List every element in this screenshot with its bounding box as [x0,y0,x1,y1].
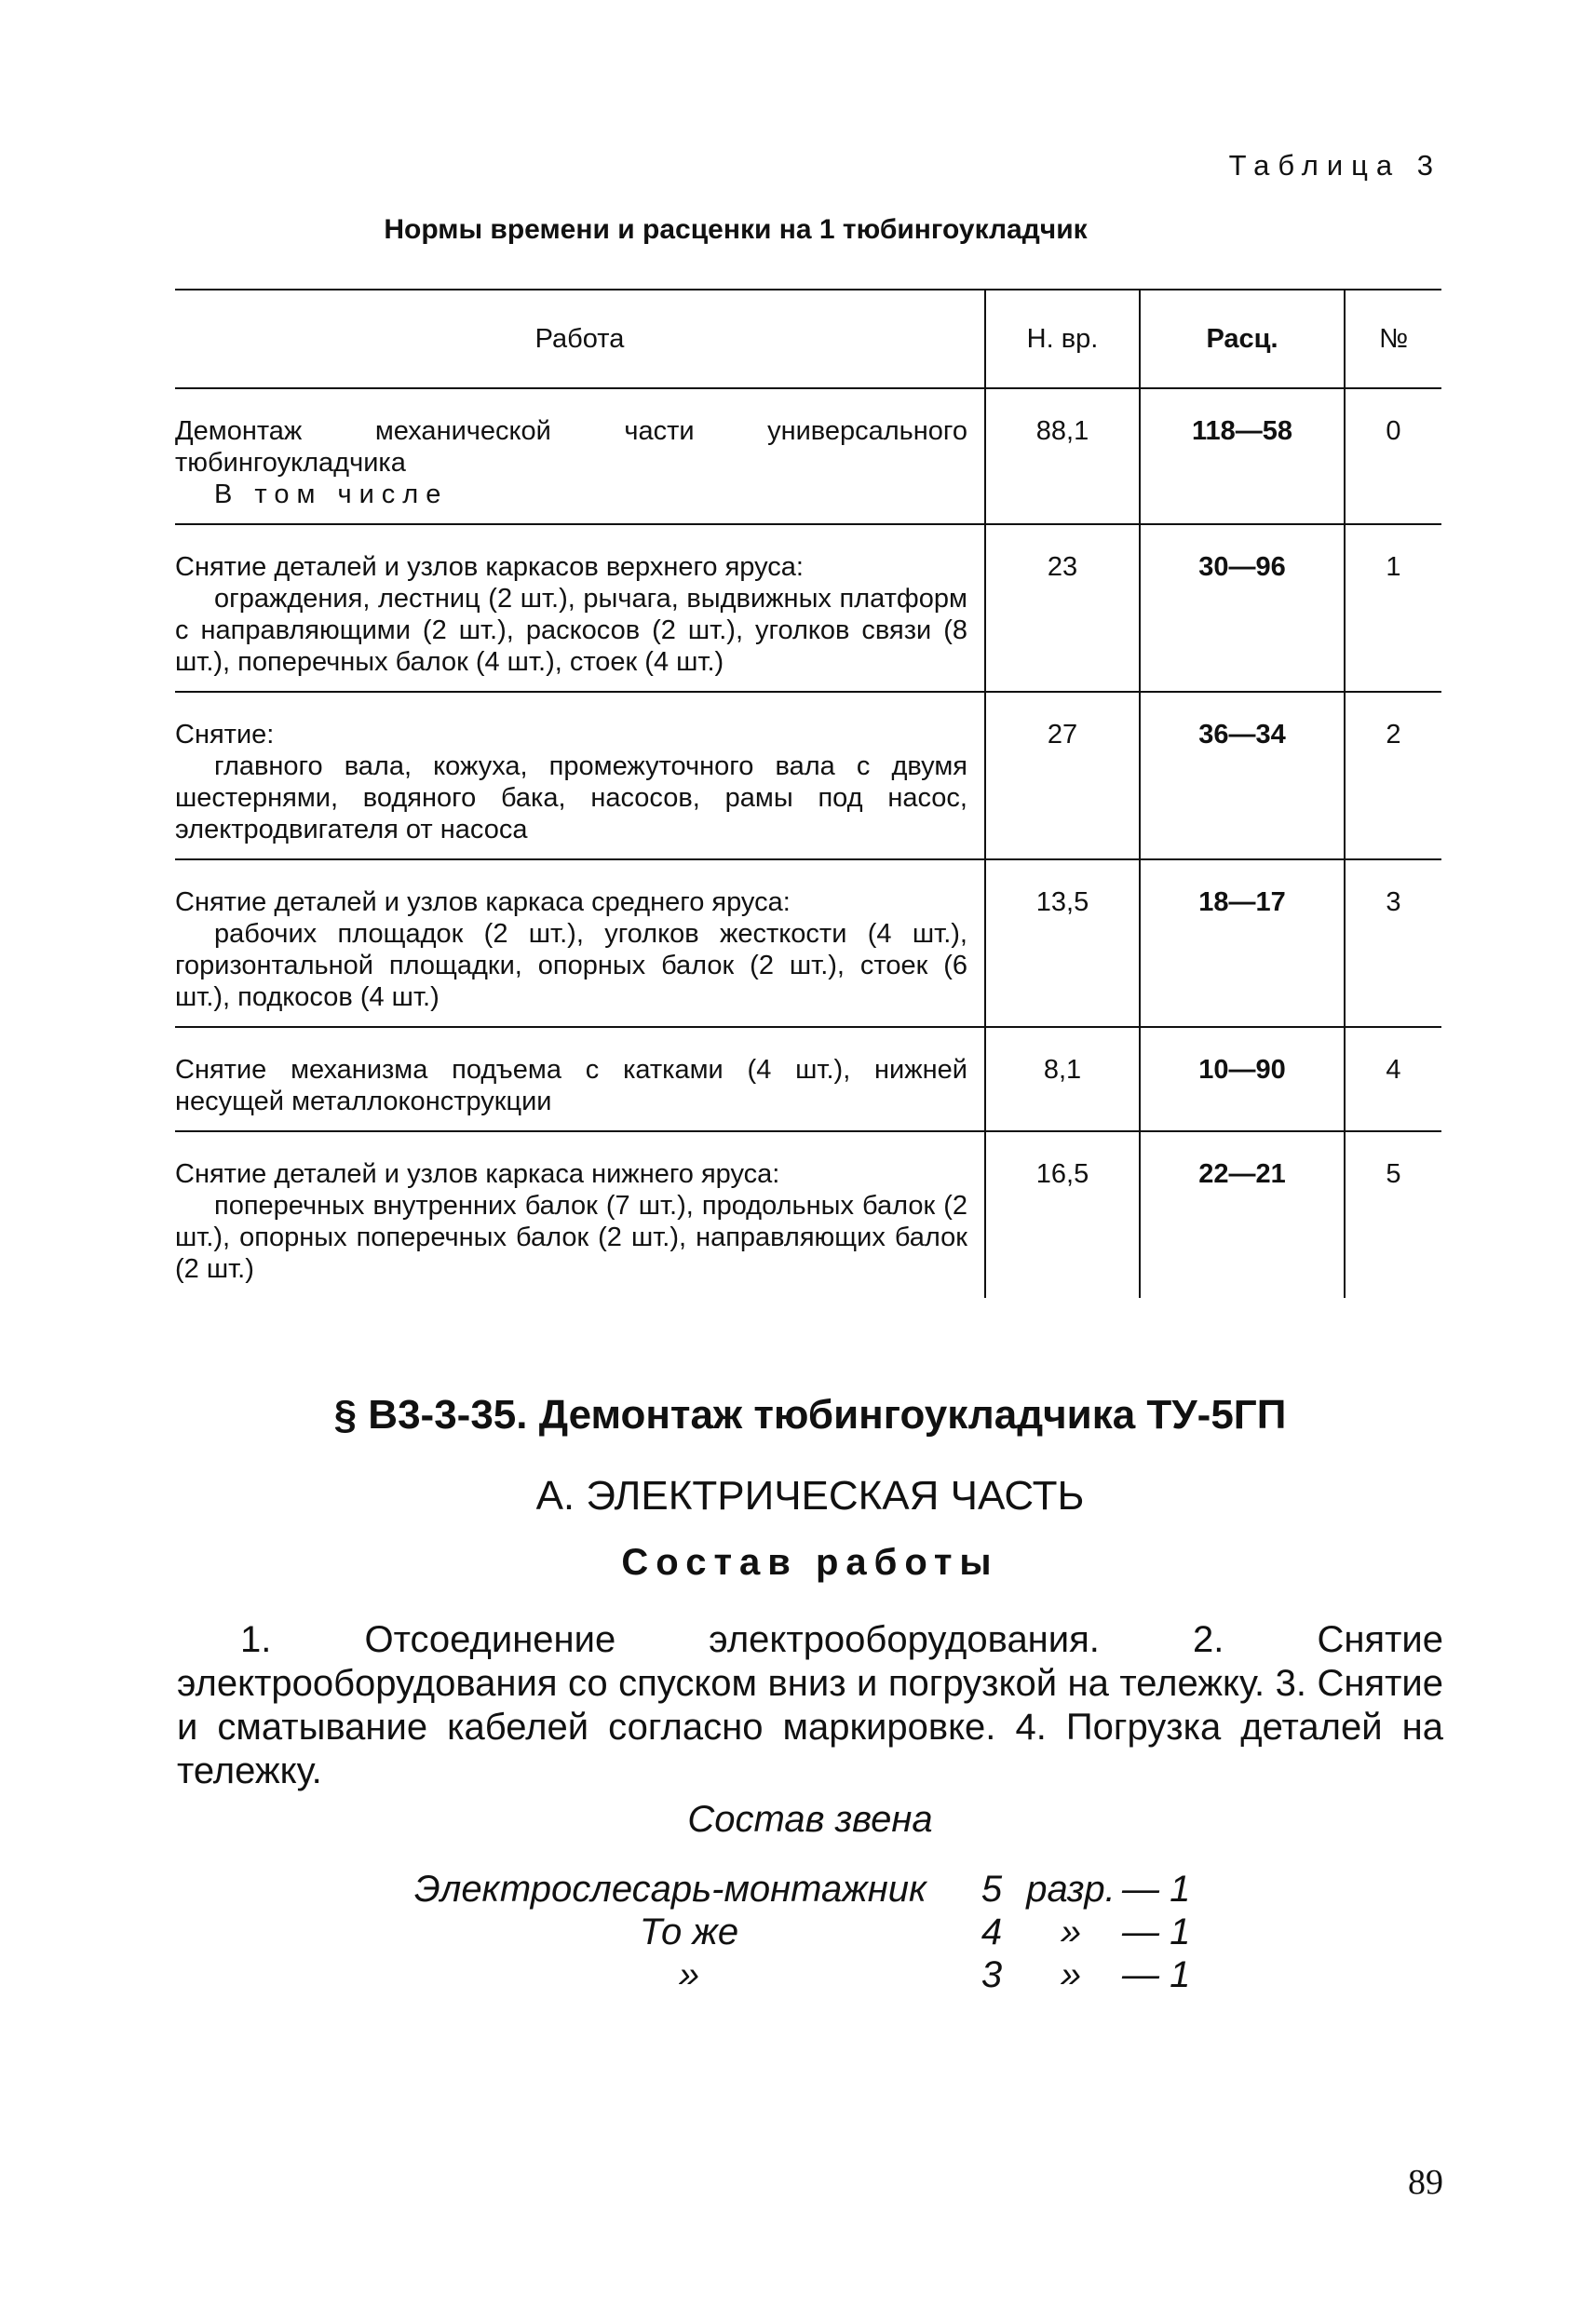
work-cell [175,692,985,859]
rate-cell: 18—17 [1140,859,1345,1027]
number-cell: 2 [1345,692,1441,859]
norm-time-cell: 23 [985,524,1140,692]
crew-count: — 1 [1122,1954,1191,1995]
crew-grade: 5 [981,1869,1003,1910]
number-cell: 4 [1345,1027,1441,1131]
work-cell [175,524,985,692]
crew-row [414,1953,1197,1996]
norm-time-cell: 16,5 [985,1131,1140,1298]
crew-job: То же [639,1911,739,1952]
crew-unit: разр. [1026,1869,1116,1910]
table-row [175,388,1441,524]
header-work: Работа [175,290,985,388]
crew-heading: Состав звена [687,1799,933,1840]
work-description: Снятие деталей и узлов каркаса среднего яруса: [175,887,791,917]
crew-job: » [678,1954,700,1995]
table-row [175,859,1441,1027]
work-subheading: В том числе [214,480,449,509]
work-details: поперечных внутренних балок (7 шт.), продольных балок (2 шт.), опорных поперечных балок (2 шт.), направляющих балок (2 шт.) [175,1191,967,1284]
table-row [175,692,1441,859]
crew-unit: » [1060,1911,1082,1952]
section-title: § В3-3-35. Демонтаж тюбингоукладчика ТУ-5ГП [333,1392,1287,1438]
norm-time-cell: 8,1 [985,1027,1140,1131]
table-row [175,1027,1441,1131]
norm-time-cell: 88,1 [985,388,1140,524]
crew-grade: 3 [981,1954,1003,1995]
header-rate: Расц. [1140,290,1345,388]
work-details: главного вала, кожуха, промежуточного вала с двумя шестернями, водяного бака, насосов, рамы под насос, электродвигателя от насоса [175,751,967,844]
norm-time-cell: 13,5 [985,859,1140,1027]
rate-cell: 22—21 [1140,1131,1345,1298]
rate-cell: 30—96 [1140,524,1345,692]
crew-row [414,1911,1197,1953]
page-number: 89 [1408,2163,1443,2202]
crew-row [414,1868,1197,1911]
rate-cell: 118—58 [1140,388,1345,524]
table-row [175,1131,1441,1298]
work-details: ограждения, лестниц (2 шт.), рычага, выдвижных платформ с направляющими (2 шт.), раскосов (2 шт.), уголков связи (8 шт.), поперечных балок (4 шт.), стоек (4 шт.) [175,584,967,677]
number-cell: 5 [1345,1131,1441,1298]
rate-cell: 36—34 [1140,692,1345,859]
table-header-row [175,290,1441,388]
header-norm-time: Н. вр. [985,290,1140,388]
work-description: Снятие: [175,720,275,750]
work-cell [175,388,985,524]
rate-cell: 10—90 [1140,1027,1345,1131]
work-description: Снятие механизма подъема с катками (4 шт.), нижней несущей металлоконструкции [175,1055,967,1116]
work-composition-text: 1. Отсоединение электрооборудования. 2. Снятие электрооборудования со спуском вниз и погрузкой на тележку. 3. Снятие и сматывание кабелей согласно маркировке. 4. Погрузка деталей на тележку. [177,1619,1443,1791]
crew-unit: » [1060,1954,1082,1995]
work-description: Снятие деталей и узлов каркаса нижнего яруса: [175,1159,780,1189]
number-cell: 3 [1345,859,1441,1027]
crew-count: — 1 [1122,1869,1191,1910]
number-cell: 1 [1345,524,1441,692]
norm-time-cell: 27 [985,692,1140,859]
table-label: Таблица 3 [1228,149,1441,182]
work-description: Снятие деталей и узлов каркасов верхнего яруса: [175,552,804,582]
work-cell [175,859,985,1027]
crew-table [414,1868,1197,1996]
work-cell [175,1131,985,1298]
part-title: А. ЭЛЕКТРИЧЕСКАЯ ЧАСТЬ [535,1473,1085,1519]
norms-table [175,289,1441,1298]
work-details: рабочих площадок (2 шт.), уголков жесткости (4 шт.), горизонтальной площадки, опорных балок (2 шт.), стоек (6 шт.), подкосов (4 шт.) [175,919,967,1012]
crew-job: Электрослесарь-монтажник [414,1869,926,1910]
crew-grade: 4 [981,1911,1003,1952]
work-description: Демонтаж механической части универсального тюбингоукладчика [175,416,967,478]
work-cell [175,1027,985,1131]
crew-count: — 1 [1122,1911,1191,1952]
table-row [175,524,1441,692]
table-caption: Нормы времени и расценки на 1 тюбингоукладчик [384,214,1088,245]
work-composition-heading: Состав работы [621,1542,999,1583]
header-number: № [1345,290,1441,388]
number-cell: 0 [1345,388,1441,524]
